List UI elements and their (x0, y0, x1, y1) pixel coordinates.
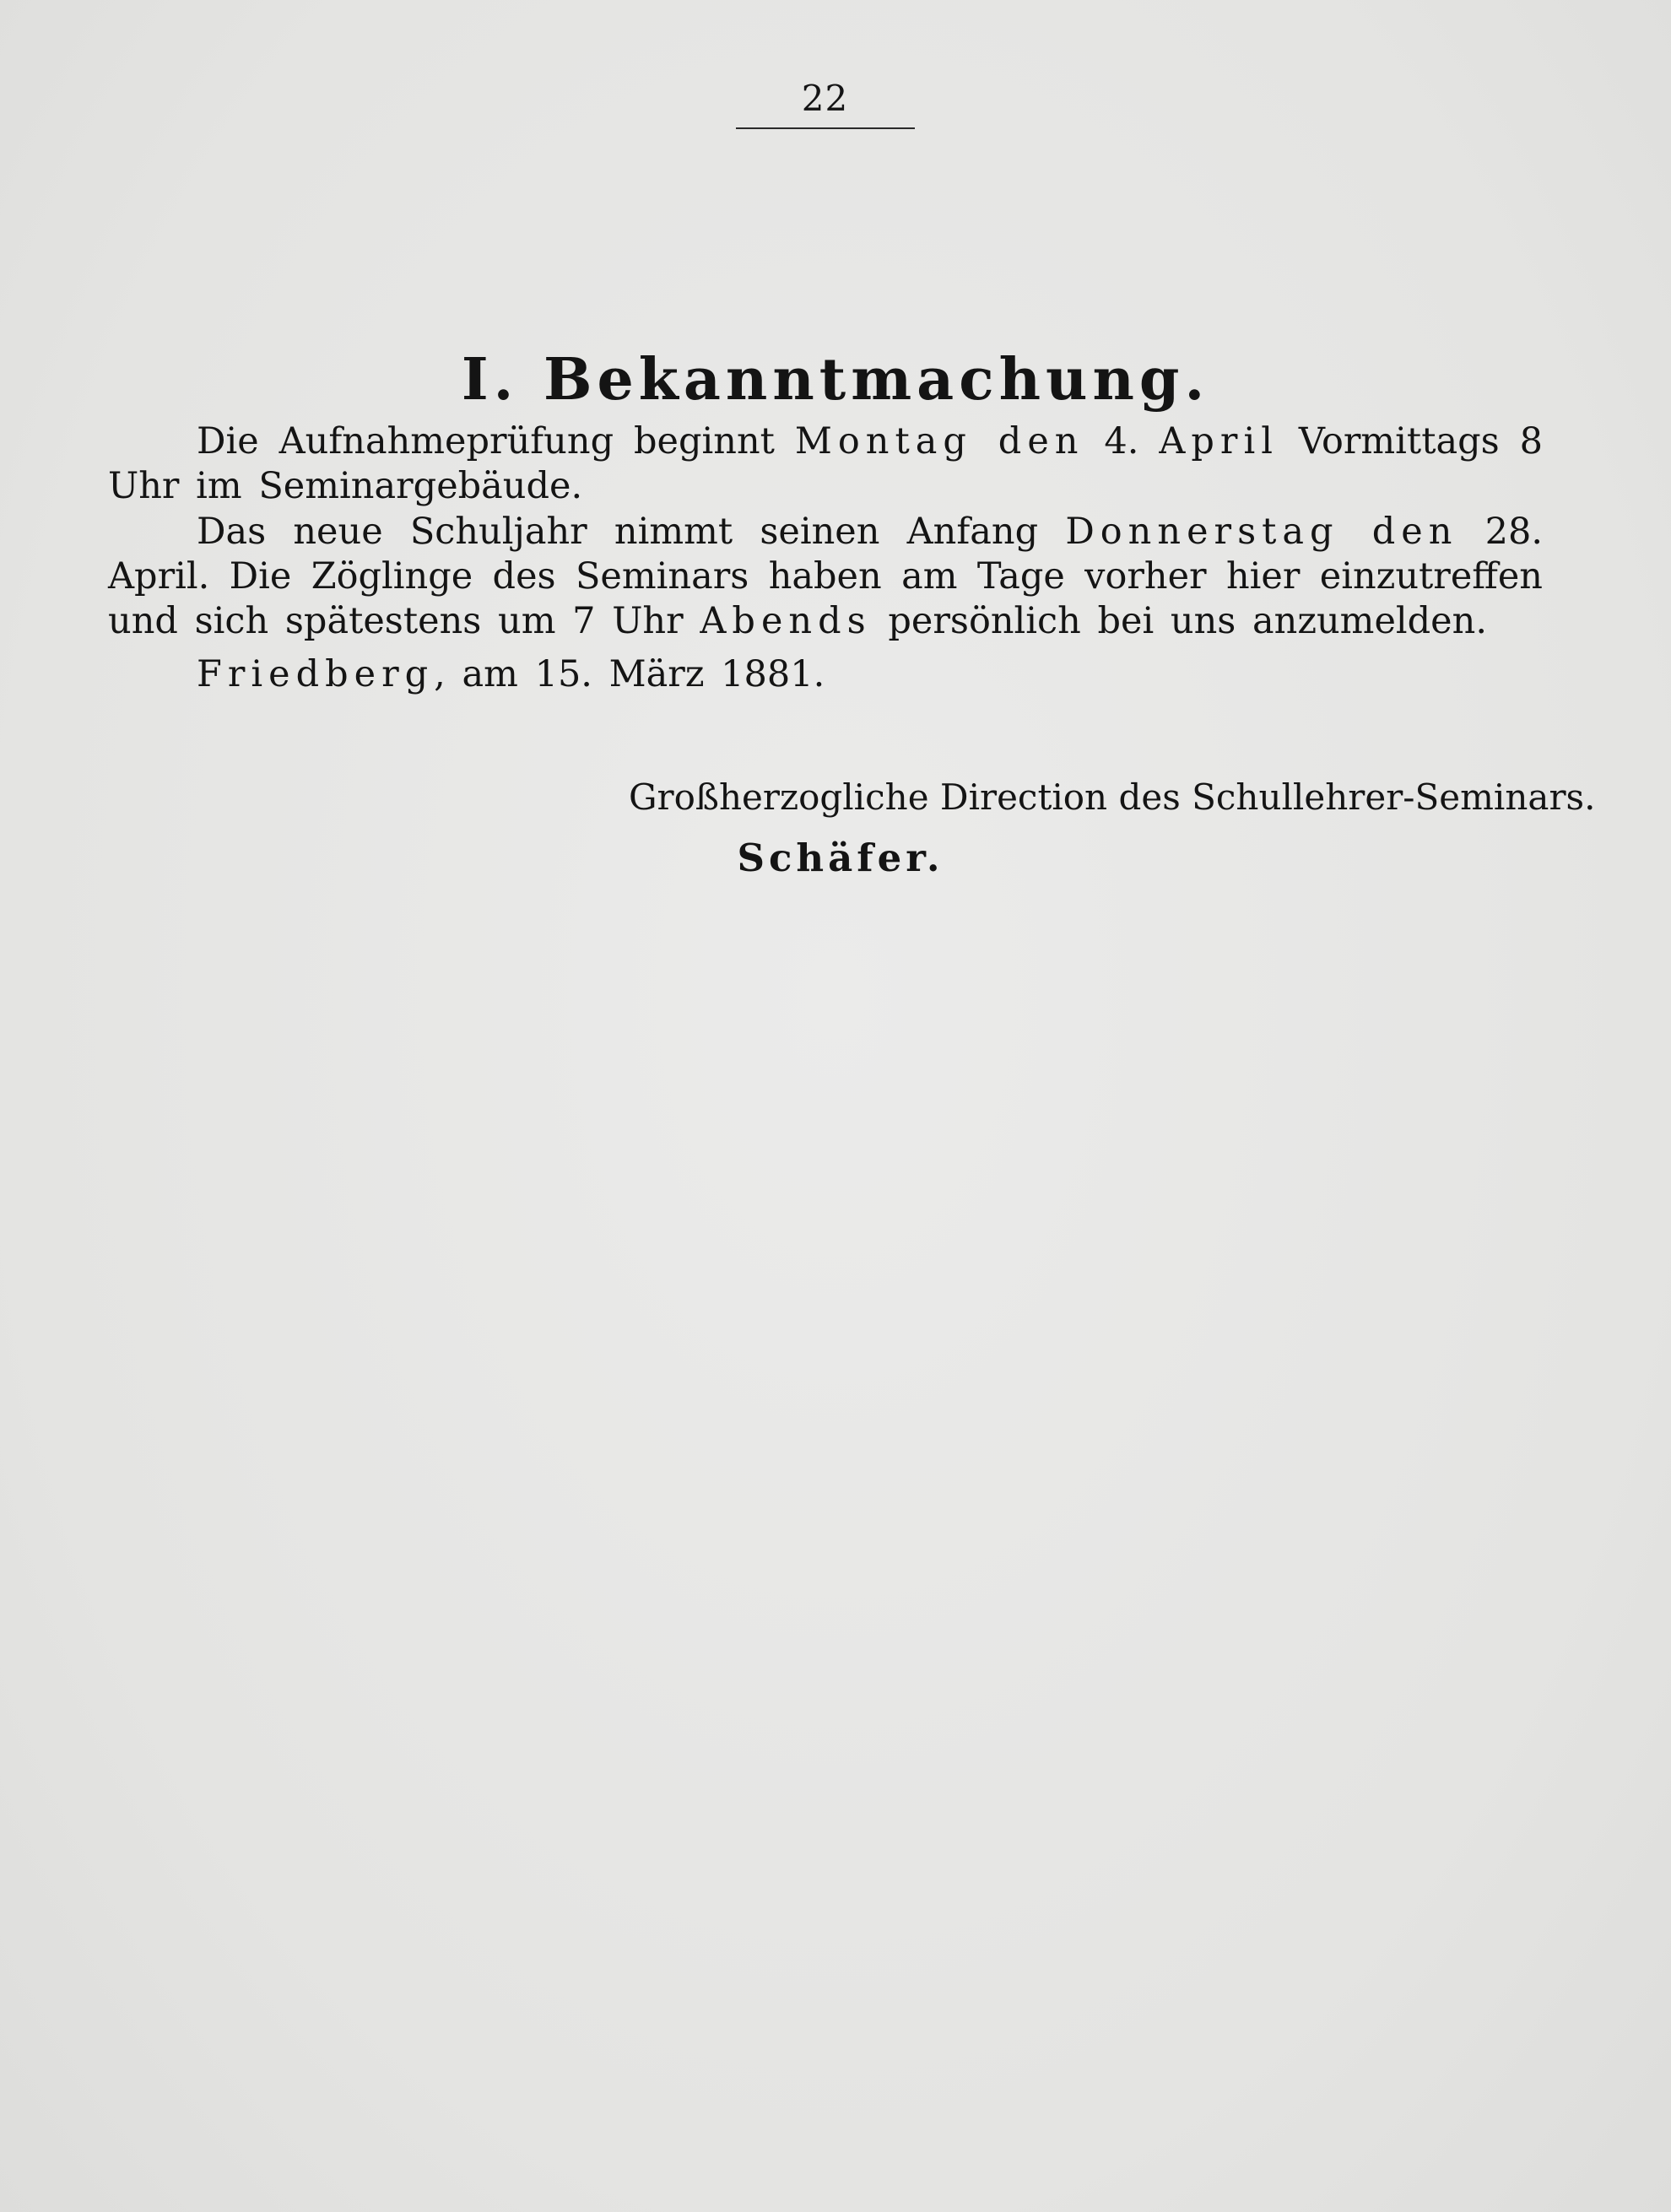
paragraph-school-year-day: Donnerstag den (1065, 511, 1458, 553)
paragraph-school-year (108, 510, 1543, 644)
paragraph-exam-text-b: 4. (1084, 420, 1160, 462)
paragraph-exam-day: Montag den (794, 420, 1084, 462)
paragraph-school-year-evening: Abends (700, 600, 872, 642)
notice-heading: I. Bekanntmachung. (461, 346, 1210, 414)
paragraph-exam-text-c: Vormittags 8 Uhr im Seminargebäude. (108, 420, 1543, 507)
place-name: Friedberg (197, 653, 435, 695)
page-number: 22 (801, 78, 849, 119)
paragraph-school-year-text-b: 28. April. Die Zöglinge des Seminars haben am Tage vorher hier einzutreffen und sich spätestens um 7 Uhr (108, 511, 1543, 642)
issuing-authority: Großherzogliche Direction des Schullehrer-Seminars. (629, 776, 1596, 818)
signature-name: Schäfer. (737, 836, 944, 880)
date-text: , am 15. März 1881. (434, 653, 825, 695)
paragraph-exam (108, 419, 1543, 509)
page-number-rule (736, 127, 915, 129)
paragraph-school-year-text-c: persönlich bei uns anzumelden. (871, 600, 1487, 642)
paragraph-exam-month: April (1159, 420, 1279, 462)
paragraph-exam-text-a: Die Aufnahmeprüfung beginnt (197, 420, 795, 462)
paragraph-school-year-text-a: Das neue Schuljahr nimmt seinen Anfang (197, 511, 1066, 553)
place-and-date (197, 652, 825, 697)
